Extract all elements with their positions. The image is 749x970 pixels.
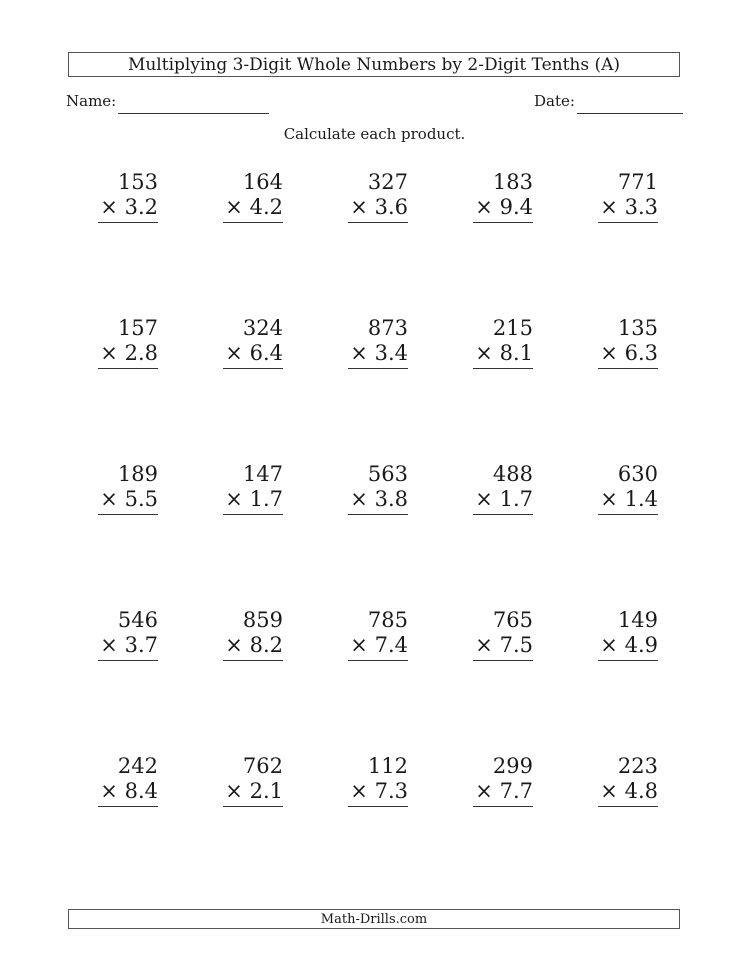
problem	[348, 316, 408, 369]
problem	[598, 608, 658, 661]
problem-multiplier-line	[473, 633, 533, 661]
problem-multiplier: 3.7	[124, 633, 158, 657]
worksheet-title-box	[68, 52, 680, 77]
problem	[473, 462, 533, 515]
problem-multiplier-line	[598, 779, 658, 807]
problem-multiplicand: 299	[492, 754, 533, 778]
times-symbol: ×	[225, 779, 243, 803]
times-symbol: ×	[600, 341, 618, 365]
problem-multiplicand: 147	[242, 462, 283, 486]
problem-multiplicand: 153	[117, 170, 158, 194]
name-blank-line	[118, 113, 269, 114]
problem-multiplier: 2.1	[249, 779, 283, 803]
problem-multiplier-line	[473, 195, 533, 223]
problem-multiplicand: 183	[492, 170, 533, 194]
problem	[223, 170, 283, 223]
problem-multiplicand: 765	[492, 608, 533, 632]
problem-multiplier: 7.5	[499, 633, 533, 657]
problem	[473, 608, 533, 661]
problem	[98, 754, 158, 807]
problem-multiplier: 6.3	[624, 341, 658, 365]
times-symbol: ×	[100, 633, 118, 657]
problem-multiplicand: 164	[242, 170, 283, 194]
problem-multiplier: 9.4	[499, 195, 533, 219]
problem-multiplicand: 859	[242, 608, 283, 632]
problem-multiplier: 3.4	[374, 341, 408, 365]
problem-multiplicand: 873	[367, 316, 408, 340]
problem-multiplier-line	[223, 487, 283, 515]
problem-multiplier-line	[348, 195, 408, 223]
problem	[598, 170, 658, 223]
problem-multiplier-line	[473, 779, 533, 807]
times-symbol: ×	[475, 633, 493, 657]
problem-multiplier-line	[598, 195, 658, 223]
problem-multiplier: 4.9	[624, 633, 658, 657]
problem-multiplier-line	[348, 779, 408, 807]
problem	[223, 608, 283, 661]
problem-multiplicand: 189	[117, 462, 158, 486]
problem-multiplier-line	[348, 341, 408, 369]
problem-multiplier-line	[348, 633, 408, 661]
problem-multiplier-line	[598, 487, 658, 515]
footer-box	[68, 909, 680, 929]
problem-multiplier: 1.7	[249, 487, 283, 511]
problem-multiplicand: 149	[617, 608, 658, 632]
times-symbol: ×	[225, 487, 243, 511]
problem-multiplicand: 223	[617, 754, 658, 778]
problem-multiplier: 6.4	[249, 341, 283, 365]
problem-multiplier: 3.2	[124, 195, 158, 219]
times-symbol: ×	[225, 341, 243, 365]
problem-multiplier-line	[223, 195, 283, 223]
problem-multiplier-line	[598, 341, 658, 369]
problem-multiplicand: 630	[617, 462, 658, 486]
problem	[348, 170, 408, 223]
problem-multiplicand: 157	[117, 316, 158, 340]
times-symbol: ×	[475, 487, 493, 511]
problem-multiplier: 7.4	[374, 633, 408, 657]
problem-multiplier-line	[473, 341, 533, 369]
problem-multiplier: 2.8	[124, 341, 158, 365]
problem-multiplicand: 546	[117, 608, 158, 632]
problem-multiplier-line	[223, 633, 283, 661]
problem-multiplicand: 215	[492, 316, 533, 340]
worksheet-title: Multiplying 3-Digit Whole Numbers by 2-Digit Tenths (A)	[127, 54, 621, 75]
problem	[98, 608, 158, 661]
times-symbol: ×	[350, 779, 368, 803]
problem-multiplier-line	[223, 341, 283, 369]
name-label: Name:	[66, 92, 117, 110]
problem-multiplier: 7.7	[499, 779, 533, 803]
problem	[348, 754, 408, 807]
date-blank-line	[577, 113, 683, 114]
footer-text: Math-Drills.com	[320, 911, 428, 927]
problem-multiplicand: 327	[367, 170, 408, 194]
problem	[473, 754, 533, 807]
problem-multiplicand: 135	[617, 316, 658, 340]
problem	[598, 754, 658, 807]
times-symbol: ×	[100, 779, 118, 803]
problem-multiplicand: 112	[367, 754, 408, 778]
times-symbol: ×	[350, 487, 368, 511]
problem-multiplier: 1.7	[499, 487, 533, 511]
times-symbol: ×	[350, 195, 368, 219]
times-symbol: ×	[600, 779, 618, 803]
times-symbol: ×	[350, 341, 368, 365]
problem	[348, 608, 408, 661]
problem	[98, 170, 158, 223]
problem	[598, 316, 658, 369]
problem-multiplier-line	[598, 633, 658, 661]
problem	[473, 316, 533, 369]
problem-multiplier-line	[473, 487, 533, 515]
problem-multiplier: 4.8	[624, 779, 658, 803]
problem-multiplier-line	[348, 487, 408, 515]
problem-multiplier-line	[98, 487, 158, 515]
times-symbol: ×	[600, 195, 618, 219]
problem	[223, 316, 283, 369]
problem-multiplier-line	[223, 779, 283, 807]
problem-multiplicand: 563	[367, 462, 408, 486]
problem-multiplicand: 324	[242, 316, 283, 340]
problem-multiplier: 1.4	[624, 487, 658, 511]
problem	[223, 462, 283, 515]
problem-multiplier: 5.5	[124, 487, 158, 511]
times-symbol: ×	[100, 195, 118, 219]
times-symbol: ×	[475, 341, 493, 365]
times-symbol: ×	[600, 633, 618, 657]
problem-multiplier: 8.1	[499, 341, 533, 365]
problem-multiplicand: 785	[367, 608, 408, 632]
problem	[348, 462, 408, 515]
problem-multiplicand: 242	[117, 754, 158, 778]
problem-multiplicand: 488	[492, 462, 533, 486]
times-symbol: ×	[100, 487, 118, 511]
problem	[98, 462, 158, 515]
problem-multiplier-line	[98, 341, 158, 369]
times-symbol: ×	[600, 487, 618, 511]
problem-multiplier: 8.2	[249, 633, 283, 657]
problem-multiplier-line	[98, 779, 158, 807]
problem-multiplier: 3.3	[624, 195, 658, 219]
instructions: Calculate each product.	[283, 125, 466, 143]
times-symbol: ×	[100, 341, 118, 365]
problem	[598, 462, 658, 515]
times-symbol: ×	[475, 779, 493, 803]
problem-multiplier: 4.2	[249, 195, 283, 219]
problem	[223, 754, 283, 807]
problem-multiplicand: 771	[617, 170, 658, 194]
problem-multiplicand: 762	[242, 754, 283, 778]
times-symbol: ×	[225, 195, 243, 219]
problem	[473, 170, 533, 223]
date-label: Date:	[534, 92, 575, 110]
problem-multiplier: 7.3	[374, 779, 408, 803]
problem	[98, 316, 158, 369]
problem-multiplier-line	[98, 195, 158, 223]
times-symbol: ×	[350, 633, 368, 657]
problem-multiplier: 8.4	[124, 779, 158, 803]
times-symbol: ×	[225, 633, 243, 657]
times-symbol: ×	[475, 195, 493, 219]
problem-multiplier-line	[98, 633, 158, 661]
problem-multiplier: 3.6	[374, 195, 408, 219]
problem-multiplier: 3.8	[374, 487, 408, 511]
